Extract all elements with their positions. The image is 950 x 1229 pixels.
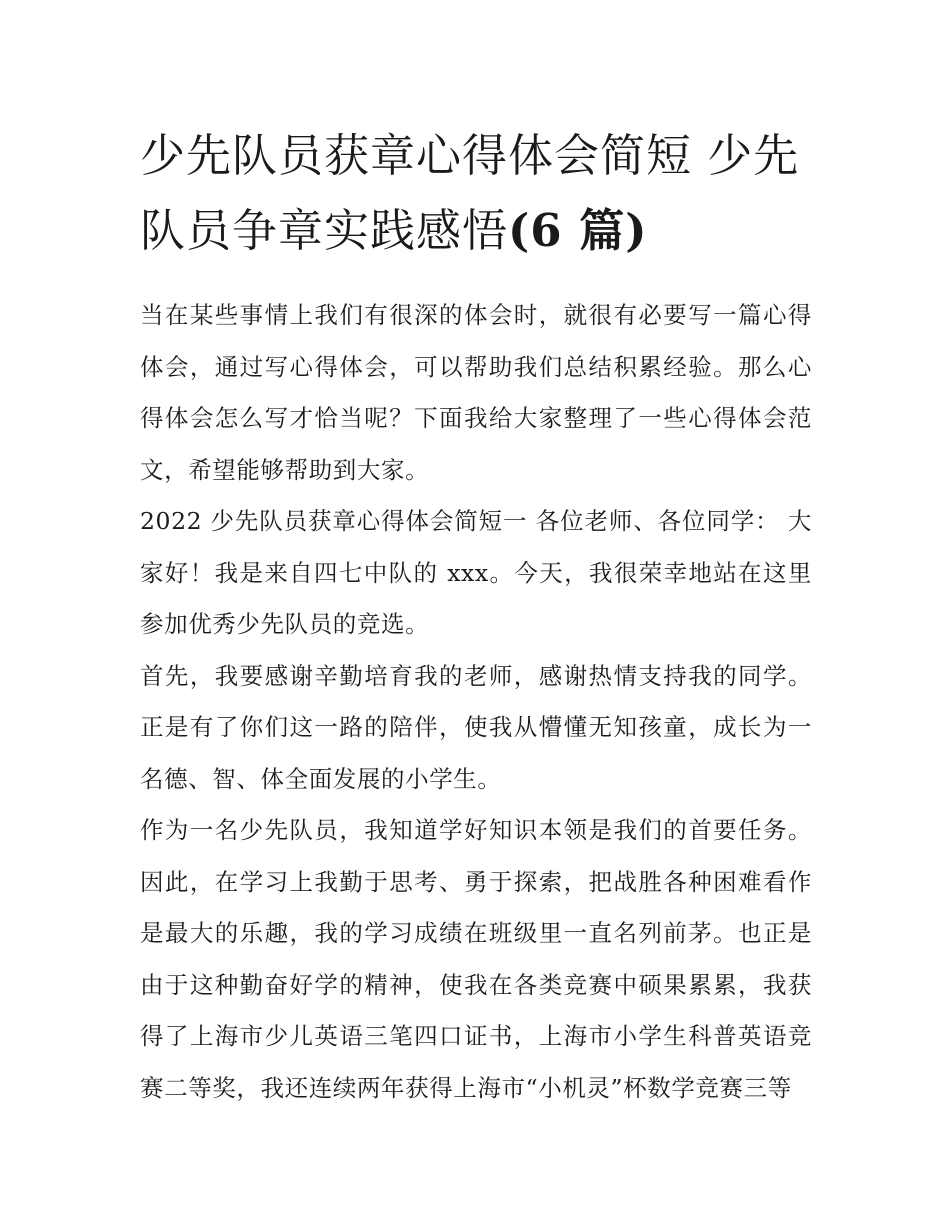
document-page: [140, 118, 812, 1114]
title-suffix: (6 篇): [508, 204, 648, 257]
document-title: [140, 118, 812, 268]
paragraph-intro: 当在某些事情上我们有很深的体会时，就很有必要写一篇心得体会，通过写心得体会，可以帮助我们总结积累经验。那么心得体会怎么写才恰当呢？下面我给大家整理了一些心得体会范文，希望能够帮助到大家。: [140, 301, 812, 484]
title-main: 少先队员获章心得体会简短 少先队员争章实践感悟: [140, 129, 800, 257]
paragraph-study: 作为一名少先队员，我知道学好知识本领是我们的首要任务。因此，在学习上我勤于思考、勇于探索，把战胜各种困难看作是最大的乐趣，我的学习成绩在班级里一直名列前茅。也正是由于这种勤奋好学的精神，使我在各类竞赛中硕果累累，我获得了上海市少儿英语三笔四口证书，上海市小学生科普英语竞赛二等奖，我还连续两年获得上海市“小机灵”杯数学竞赛三等: [140, 816, 812, 1102]
paragraph-thanks: 首先，我要感谢辛勤培育我的老师，感谢热情支持我的同学。正是有了你们这一路的陪伴，使我从懵懂无知孩童，成长为一名德、智、体全面发展的小学生。: [140, 661, 812, 793]
paragraph-speech-opening: 2022 少先队员获章心得体会简短一 各位老师、各位同学： 大家好！我是来自四七中队的 xxx。今天，我很荣幸地站在这里参加优秀少先队员的竞选。: [140, 507, 812, 638]
